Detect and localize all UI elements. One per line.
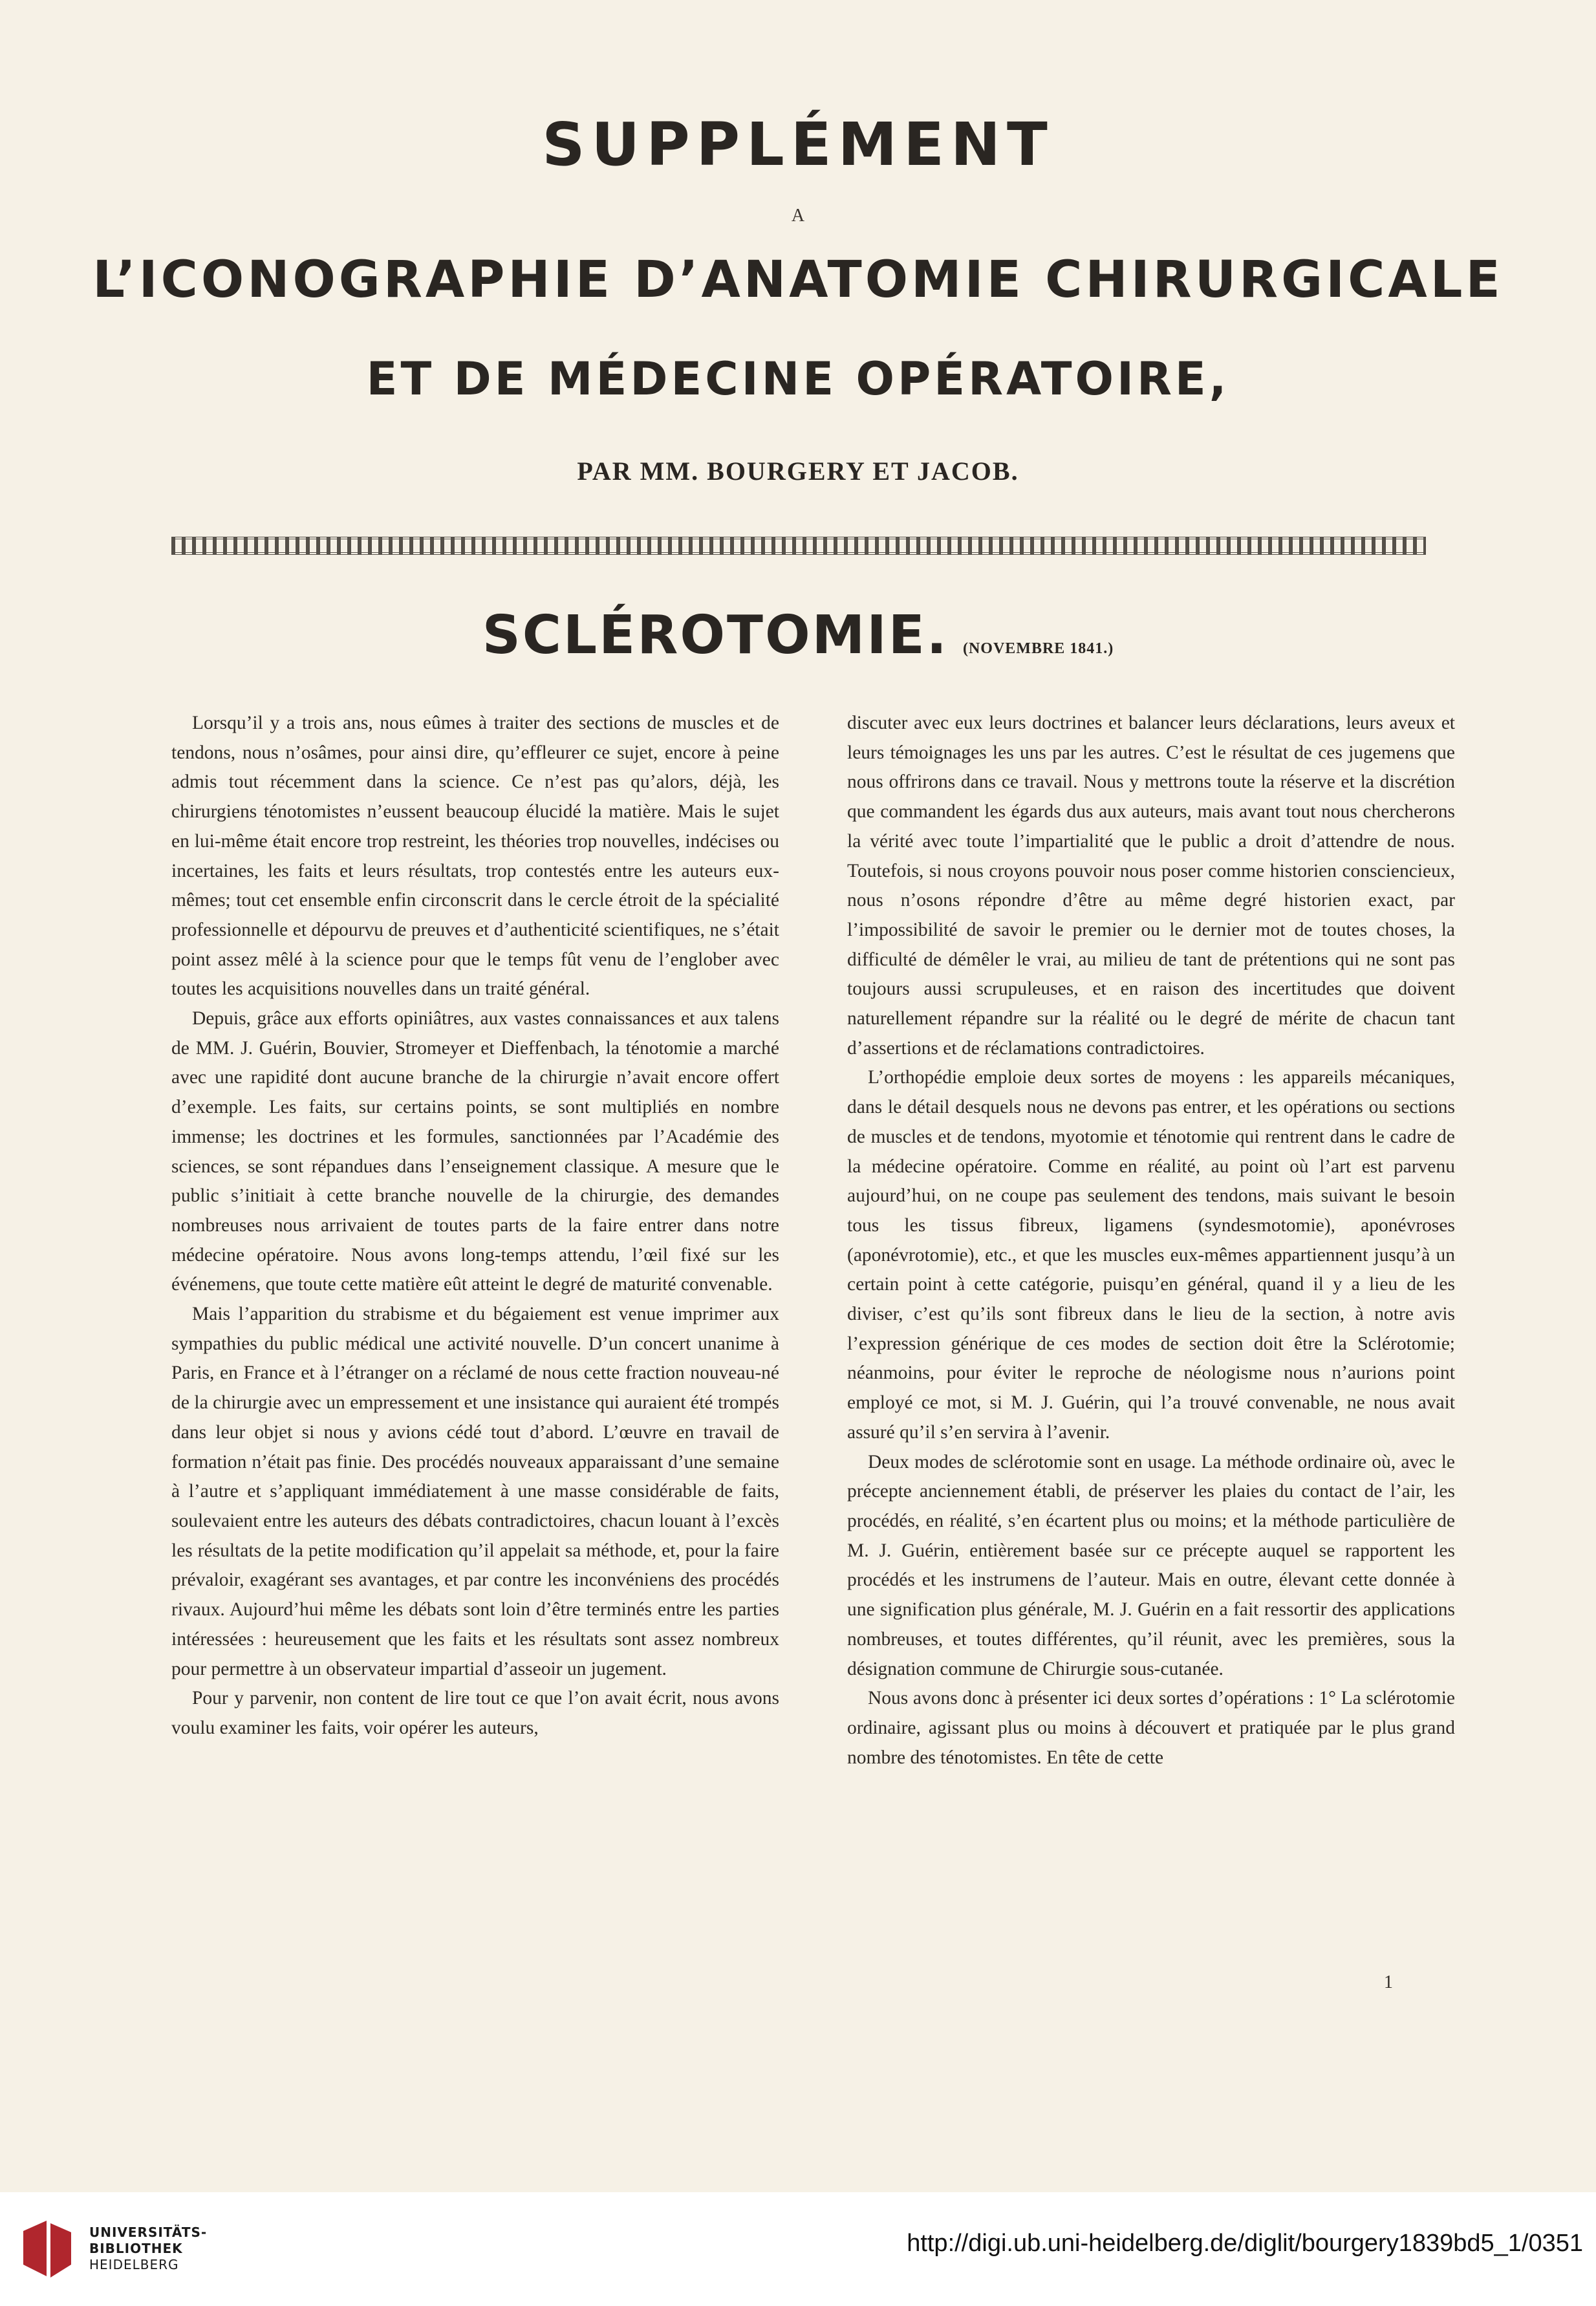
section-title: SCLÉROTOMIE. (482, 605, 949, 666)
title-a: A (791, 206, 805, 226)
paragraph: Mais l’apparition du strabisme et du bégaiement est venue imprimer aux sympathies du public médical une activité nouvelle. D’un concert unanime à Paris, en France et à l’étranger on a réclamé de nous cette fraction nouveau-né de la chirurgie avec un empressement et une insistance qui auraient été trompés dans leur objet si nous y avions cédé tout d’abord. L’œuvre en travail de formation n’était pas finie. Des procédés nouveaux apparaissant d’une semaine à l’autre et s’appliquant immédiatement à une masse considérable de faits, soulevaient entre les auteurs des débats contradictoires, chacun louant à l’excès les résultats de la petite modification qu’il appelait sa méthode, et, pour la faire prévaloir, exagérant ses avantages, et par contre les inconvéniens des procédés rivaux. Aujourd’hui même les débats sont loin d’être terminés entre les parties intéressées : heureusement que les faits et les résultats sont assez nombreux pour permettre à un observateur impartial d’asseoir un jugement. (171, 1304, 779, 1679)
paragraph: Depuis, grâce aux efforts opiniâtres, aux vastes connaissances et aux talens de MM. J. Guérin, Bouvier, Stromeyer et Dieffenbach, la ténotomie a marché avec une rapidité dont aucune branche de la chirurgie n’avait encore offert d’exemple. Les faits, sur certains points, se sont multipliés en nombre immense; les doctrines et les formules, sanctionnées par l’Académie des sciences, se sont répandues dans l’enseignement classique. A mesure que le public s’initiait à cette branche nouvelle de la chirurgie, des demandes nombreuses nous arrivaient de toutes parts de la faire entrer dans notre médecine opératoire. Nous avons long-temps attendu, l’œil fixé sur les événemens, que toute cette matière eût atteint le degré de maturité convenable. (171, 1008, 779, 1295)
paragraph: L’orthopédie emploie deux sortes de moyens : les appareils mécaniques, dans le détail desquels nous ne devons pas entrer, et les opérations ou sections de muscles et de tendons, myotomie et ténotomie qui rentrent dans le cadre de la médecine opératoire. Comme en réalité, au point où l’art est parvenu aujourd’hui, on ne coupe pas seulement des tendons, mais suivant le besoin tous les tissus fibreux, ligamens (syndesmotomie), aponévroses (aponévrotomie), etc., et que les muscles eux-mêmes appartiennent jusqu’à un certain point à cette catégorie, puisqu’en général, quand il y a lieu de les diviser, c’est qu’ils sont fibreux dans le lieu de la section, à notre avis l’expression générique de ces modes de section doit être la Sclérotomie; néanmoins, pour éviter le reproche de néologisme nous n’aurions point employé ce mot, si M. J. Guérin, qui l’a trouvé convenable, ne nous avait assuré qu’il s’en servira à l’avenir. (847, 1067, 1455, 1443)
authors-line: PAR MM. BOURGERY ET JACOB. (577, 457, 1019, 486)
title-iconographie: L’ICONOGRAPHIE D’ANATOMIE CHIRURGICALE (92, 251, 1504, 309)
section-date: (NOVEMBRE 1841.) (962, 640, 1114, 657)
library-line-1: UNIVERSITÄTS- (89, 2225, 208, 2240)
title-medecine: ET DE MÉDECINE OPÉRATOIRE, (366, 352, 1230, 405)
paragraph: Nous avons donc à présenter ici deux sortes d’opérations : 1° La sclérotomie ordinaire, agissant plus ou moins à découvert et pratiquée par le plus grand nombre des ténotomistes. En tête de cette (847, 1688, 1455, 1768)
library-line-3: HEIDELBERG (89, 2257, 179, 2272)
paragraph: Lorsqu’il y a trois ans, nous eûmes à traiter des sections de muscles et de tendons, nous n’osâmes, pour ainsi dire, qu’effleurer ce sujet, encore à peine admis tout récemment dans la science. Ce n’est pas qu’alors, déjà, les chirurgiens ténotomistes n’eussent beaucoup élucidé la matière. Mais le sujet en lui-même était encore trop restreint, les théories trop nouvelles, indécises ou incertaines, les faits et leurs résultats, trop contestés entre les auteurs eux-mêmes; tout cet ensemble enfin circonscrit dans le cercle étroit de la spécialité professionnelle et dépourvu de preuves et d’authenticité scientifiques, ne s’était point assez mêlé à la science pour que le temps fût venu de l’englober avec toutes les acquisitions nouvelles dans un traité général. (171, 713, 779, 1000)
digital-url-link[interactable]: http://digi.ub.uni-heidelberg.de/diglit/bourgery1839bd5_1/0351 (907, 2230, 1583, 2257)
paragraph: discuter avec eux leurs doctrines et balancer leurs déclarations, leurs aveux et leurs témoignages les uns par les autres. C’est le résultat de ces jugemens que nous offrirons dans ce travail. Nous y mettrons toute la réserve et la discrétion que commandent les égards dus aux auteurs, mais avant tout nous chercherons la vérité avec toute l’impartialité que le public a droit d’attendre de nous. Toutefois, si nous croyons pouvoir nous poser comme historien consciencieux, nous n’osons répondre d’être au même degré historien exact, par l’impossibilité de savoir le premier ou le dernier mot de toutes choses, la difficulté de démêler le vrai, au milieu de tant de prétentions qui ne sont pas toujours aussi scrupuleuses, et en raison des incertitudes que doivent naturellement répandre sur la réalité ou le degré de mérite de chacun tant d’assertions et de réclamations contradictoires. (847, 713, 1455, 1059)
footer-bar (0, 2192, 1596, 2306)
paragraph: Pour y parvenir, non content de lire tout ce que l’on avait écrit, nous avons voulu examiner les faits, voir opérer les auteurs, (171, 1688, 779, 1738)
ornamental-divider (171, 537, 1426, 555)
paragraph: Deux modes de sclérotomie sont en usage. La méthode ordinaire où, avec le précepte anciennement établi, de préserver les plaies du contact de l’air, les procédés, en réalité, s’en écartent plus ou moins; et la méthode particulière de M. J. Guérin, entièrement basée sur ce précepte auquel se rapportent les procédés et les instrumens de l’auteur. Mais en outre, élevant cette donnée à une signification plus générale, M. J. Guérin en a fait ressortir des applications nombreuses, et toutes différentes, qu’il réunit, avec les premières, sous la désignation commune de Chirurgie sous-cutanée. (847, 1451, 1455, 1679)
heidelberg-library-logo-icon (17, 2218, 76, 2283)
left-column (171, 709, 779, 1743)
library-line-2: BIBLIOTHEK (89, 2241, 183, 2256)
section-heading (0, 605, 1596, 666)
library-name (89, 2225, 207, 2273)
page-number: 1 (1384, 1972, 1393, 1992)
title-supplement: SUPPLÉMENT (542, 110, 1054, 179)
right-column (847, 709, 1455, 1773)
